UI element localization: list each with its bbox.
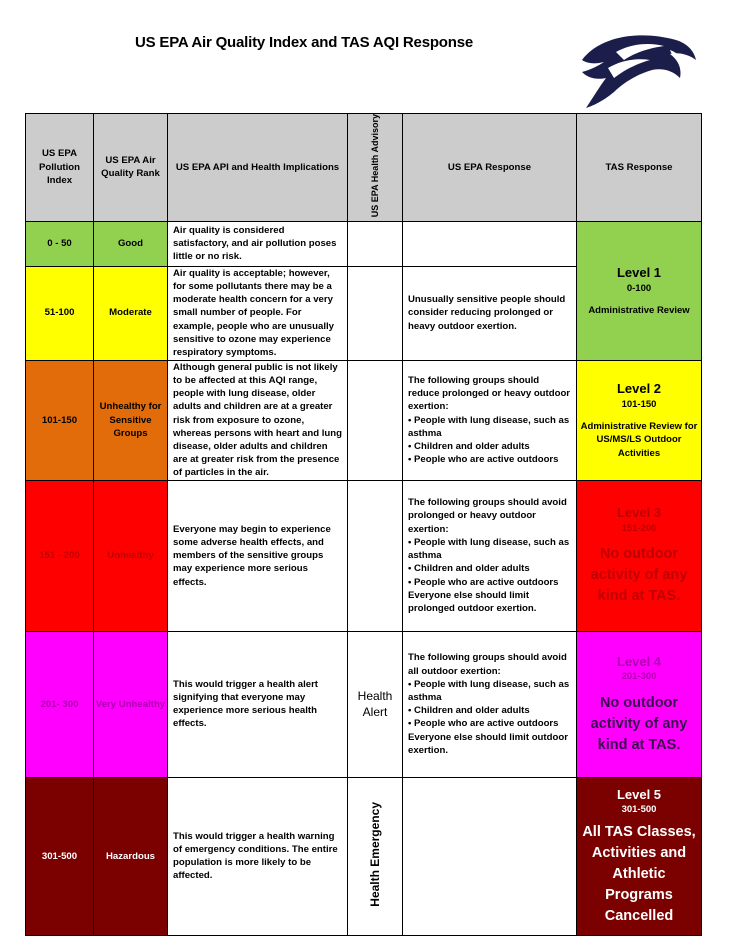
aqi-row-very-unhealthy	[26, 631, 702, 777]
tas-level-3-cell	[577, 480, 702, 631]
header-pollution-index: US EPA Pollution Index	[26, 114, 94, 222]
pollution-index-cell: 301-500	[26, 777, 94, 935]
health-implications-cell: Air quality is considered satisfactory, and air pollution poses little or no risk.	[168, 221, 348, 266]
pollution-index-cell: 151 - 200	[26, 480, 94, 631]
list-item: • People with lung disease, such as asthma	[408, 536, 571, 562]
tas-level-range: 101-150	[621, 398, 657, 410]
health-advisory-cell	[348, 266, 403, 360]
response-bullet-list	[408, 678, 571, 731]
header-health-advisory: US EPA Health Advisory	[348, 114, 403, 222]
epa-response-cell	[403, 631, 577, 777]
epa-response-cell	[403, 777, 577, 935]
tas-level-range: 301-500	[621, 804, 657, 816]
quality-rank-cell: Good	[94, 221, 168, 266]
aqi-row-sensitive	[26, 360, 702, 480]
pollution-index-cell: 101-150	[26, 360, 94, 480]
header-tas-response: TAS Response	[577, 114, 702, 222]
epa-response-cell	[403, 480, 577, 631]
health-implications-cell: Although general public is not likely to be affected at this AQI range, people with lung disease, older adults and children are at a greater risk from exposure to ozone, whereas persons with heart and lung disease, older adults and children are at greater risk from the presence of particles in the air.	[168, 360, 348, 480]
quality-rank-cell: Moderate	[94, 266, 168, 360]
tas-level-1-cell	[577, 221, 702, 360]
list-item: • People who are active outdoors	[408, 717, 571, 730]
tas-level-5-cell	[577, 777, 702, 935]
quality-rank-cell: Unhealthy for Sensitive Groups	[94, 360, 168, 480]
tas-level-2-cell	[577, 360, 702, 480]
tas-level-message: Administrative Review for US/MS/LS Outdoor Activities	[580, 421, 698, 459]
health-implications-cell: Everyone may begin to experience some adverse health effects, and members of the sensitive groups may experience more serious effects.	[168, 480, 348, 631]
tiger-head-logo-icon	[578, 30, 698, 110]
tas-level-label: Level 4	[616, 653, 662, 669]
tas-level-message: All TAS Classes, Activities and Athletic Programs Cancelled	[582, 823, 696, 924]
response-bullet-list	[408, 414, 571, 467]
tas-level-message: No outdoor activity of any kind at TAS.	[590, 546, 688, 605]
quality-rank-cell: Very Unhealthy	[94, 631, 168, 777]
header-row	[26, 114, 702, 222]
tas-level-range: 201-300	[621, 671, 657, 683]
tas-level-message: Administrative Review	[588, 304, 690, 316]
aqi-row-hazardous	[26, 777, 702, 935]
header-quality-rank: US EPA Air Quality Rank	[94, 114, 168, 222]
tas-level-label: Level 3	[616, 505, 662, 521]
tas-level-range: 151-200	[621, 522, 657, 534]
response-intro: The following groups should avoid all outdoor exertion:	[408, 652, 567, 677]
tas-level-message: No outdoor activity of any kind at TAS.	[590, 694, 688, 753]
tas-level-range: 0-100	[626, 282, 652, 294]
list-item: • People who are active outdoors	[408, 453, 571, 466]
tas-level-4-cell	[577, 631, 702, 777]
list-item: • Children and older adults	[408, 440, 571, 453]
list-item: • Children and older adults	[408, 562, 571, 575]
response-intro: The following groups should avoid prolonged or heavy outdoor exertion:	[408, 497, 567, 535]
health-advisory-cell	[348, 360, 403, 480]
response-bullet-list	[408, 536, 571, 589]
list-item: • People who are active outdoors	[408, 576, 571, 589]
header-health-implications: US EPA API and Health Implications	[168, 114, 348, 222]
tas-level-label: Level 5	[616, 786, 662, 802]
health-implications-cell: Air quality is acceptable; however, for some pollutants there may be a moderate health concern for a very small number of people. For example, people who are unusually sensitive to ozone may experience respiratory symptoms.	[168, 266, 348, 360]
health-implications-cell: This would trigger a health warning of emergency conditions. The entire population is more likely to be affected.	[168, 777, 348, 935]
health-advisory-cell	[348, 221, 403, 266]
tas-level-label: Level 2	[616, 381, 662, 397]
list-item: • Children and older adults	[408, 704, 571, 717]
pollution-index-cell: 51-100	[26, 266, 94, 360]
health-implications-cell: This would trigger a health alert signifying that everyone may experience more serious health effects.	[168, 631, 348, 777]
quality-rank-cell: Hazardous	[94, 777, 168, 935]
aqi-table	[25, 113, 702, 936]
response-outro: Everyone else should limit outdoor exertion.	[408, 731, 568, 756]
epa-response-cell: Unusually sensitive people should consider reducing prolonged or heavy outdoor exertion.	[403, 266, 577, 360]
health-advisory-cell	[348, 480, 403, 631]
quality-rank-cell: Unhealthy	[94, 480, 168, 631]
pollution-index-cell: 201- 300	[26, 631, 94, 777]
list-item: • People with lung disease, such as asthma	[408, 678, 571, 704]
aqi-row-good	[26, 221, 702, 266]
epa-response-cell	[403, 221, 577, 266]
pollution-index-cell: 0 - 50	[26, 221, 94, 266]
health-advisory-cell: Health Emergency	[348, 777, 403, 935]
page-title: US EPA Air Quality Index and TAS AQI Response	[135, 34, 474, 51]
header-epa-response: US EPA Response	[403, 114, 577, 222]
tas-level-label: Level 1	[616, 265, 662, 281]
list-item: • People with lung disease, such as asthma	[408, 414, 571, 440]
health-advisory-cell: Health Alert	[348, 631, 403, 777]
epa-response-cell	[403, 360, 577, 480]
response-outro: Everyone else should limit prolonged outdoor exertion.	[408, 589, 537, 615]
aqi-row-unhealthy	[26, 480, 702, 631]
response-intro: The following groups should reduce prolonged or heavy outdoor exertion:	[408, 374, 571, 413]
